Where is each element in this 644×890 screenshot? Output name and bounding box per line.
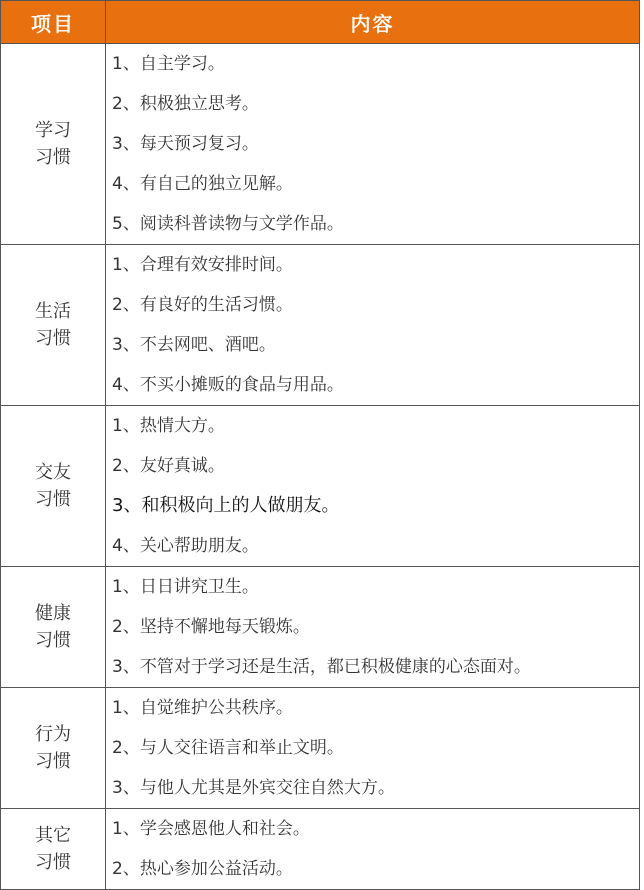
list-item: 3、不去网吧、酒吧。 (112, 335, 276, 355)
list-item: 1、自主学习。 (112, 54, 225, 74)
list-item: 2、有良好的生活习惯。 (112, 295, 293, 315)
table-row (1, 406, 640, 567)
table-row (1, 44, 640, 245)
category-label: 习惯 (35, 751, 71, 772)
content-cell (106, 406, 640, 567)
content-cell (106, 245, 640, 406)
category-label: 生活 (35, 301, 71, 322)
list-item: 4、不买小摊贩的食品与用品。 (112, 375, 344, 395)
list-item: 5、阅读科普读物与文学作品。 (112, 214, 344, 234)
category-cell (1, 406, 106, 567)
list-item: 4、关心帮助朋友。 (112, 536, 259, 556)
list-item: 2、友好真诚。 (112, 456, 225, 476)
category-label: 习惯 (35, 489, 71, 510)
category-label: 习惯 (35, 147, 71, 168)
content-cell (106, 688, 640, 809)
category-cell (1, 245, 106, 406)
content-cell (106, 809, 640, 890)
header-content: 内容 (106, 1, 640, 44)
list-item: 2、坚持不懈地每天锻炼。 (112, 617, 310, 637)
category-label: 行为 (35, 724, 71, 745)
list-item: 3、与他人尤其是外宾交往自然大方。 (112, 778, 395, 798)
table-header-row (1, 1, 640, 44)
list-item: 1、学会感恩他人和社会。 (112, 819, 310, 839)
table-row (1, 567, 640, 688)
list-item: 2、热心参加公益活动。 (112, 859, 293, 879)
table-row (1, 809, 640, 890)
list-item: 1、热情大方。 (112, 416, 225, 436)
list-item: 4、有自己的独立见解。 (112, 174, 293, 194)
list-item: 2、积极独立思考。 (112, 94, 259, 114)
category-label: 健康 (35, 603, 71, 624)
header-item: 项目 (1, 1, 106, 44)
category-cell (1, 567, 106, 688)
table-row (1, 245, 640, 406)
list-item: 1、合理有效安排时间。 (112, 255, 293, 275)
list-item: 1、日日讲究卫生。 (112, 577, 259, 597)
table-row (1, 688, 640, 809)
category-label: 习惯 (35, 852, 71, 873)
list-item: 3、不管对于学习还是生活，都已积极健康的心态面对。 (112, 657, 531, 677)
list-item: 3、每天预习复习。 (112, 134, 259, 154)
category-label: 其它 (35, 825, 71, 846)
category-label: 交友 (35, 462, 71, 483)
list-item: 2、与人交往语言和举止文明。 (112, 738, 344, 758)
list-item: 1、自觉维护公共秩序。 (112, 698, 293, 718)
content-cell (106, 567, 640, 688)
list-item: 3、和积极向上的人做朋友。 (112, 495, 340, 516)
category-label: 学习 (35, 120, 71, 141)
category-label: 习惯 (35, 630, 71, 651)
category-label: 习惯 (35, 328, 71, 349)
category-cell (1, 688, 106, 809)
category-cell (1, 44, 106, 245)
content-cell (106, 44, 640, 245)
category-cell (1, 809, 106, 890)
